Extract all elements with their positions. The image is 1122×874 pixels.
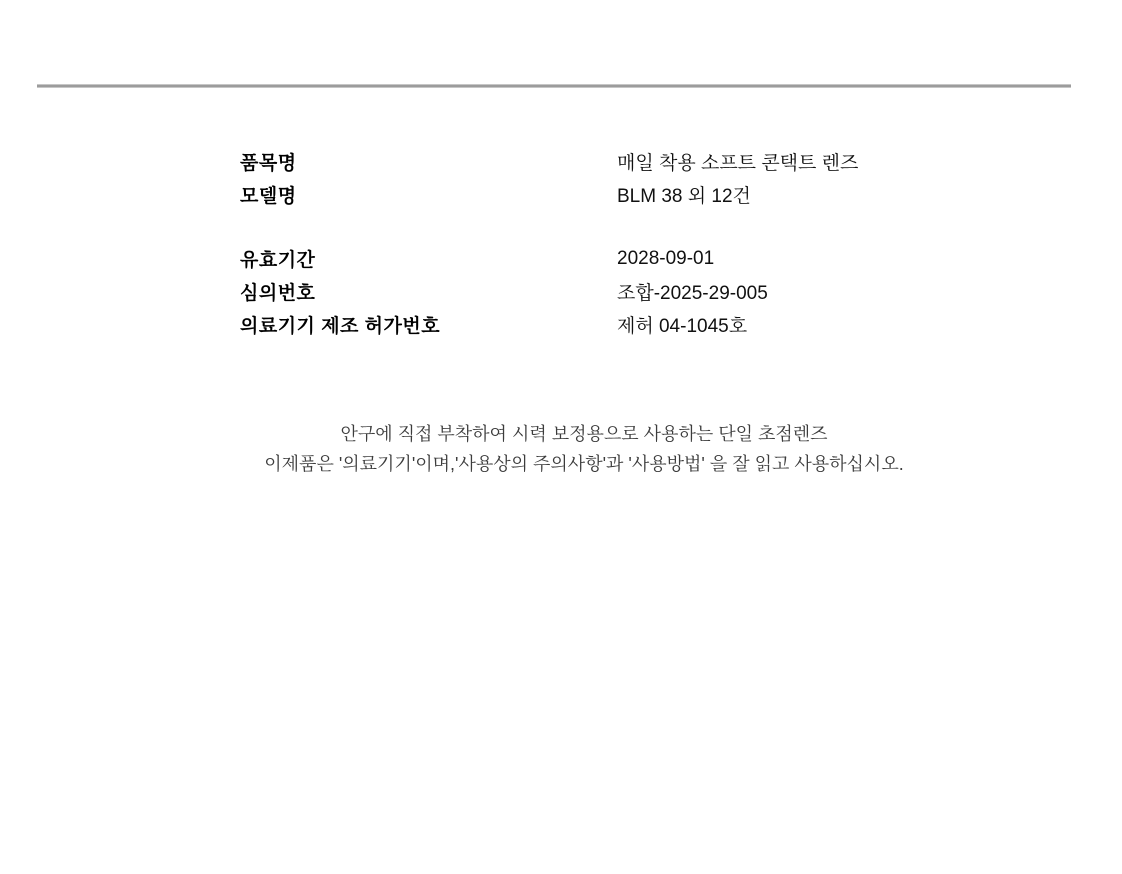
field-row-review-number <box>240 275 930 308</box>
field-row-expiry-date <box>240 242 930 275</box>
field-label-review-number: 심의번호 <box>240 283 316 304</box>
field-value-expiry-date: 2028-09-01 <box>617 247 715 269</box>
product-info-fields <box>240 145 930 341</box>
notice-line-caution: 이제품은 '의료기기'이며,'사용상의 주의사항'과 '사용방법' 을 잘 읽고 사용하십시오. <box>264 454 904 474</box>
field-label-manufacture-license-number: 의료기기 제조 허가번호 <box>240 316 441 337</box>
field-value-manufacture-license-number: 제허 04-1045호 <box>617 316 748 337</box>
field-label-expiry-date: 유효기간 <box>240 250 316 271</box>
field-row-manufacture-license-number <box>240 308 930 341</box>
field-block-spacer <box>240 211 930 242</box>
notice-line-purpose: 안구에 직접 부착하여 시력 보정용으로 사용하는 단일 초점렌즈 <box>340 424 828 444</box>
field-label-model-name: 모델명 <box>240 186 297 207</box>
top-divider-rule <box>37 84 1071 88</box>
field-value-product-name: 매일 착용 소프트 콘택트 렌즈 <box>617 153 859 174</box>
field-label-product-name: 품목명 <box>240 153 297 174</box>
field-row-model-name <box>240 178 930 211</box>
field-row-product-name <box>240 145 930 178</box>
field-value-review-number: 조합-2025-29-005 <box>617 283 768 304</box>
usage-notice <box>240 419 928 479</box>
field-value-model-name: BLM 38 외 12건 <box>617 186 751 207</box>
